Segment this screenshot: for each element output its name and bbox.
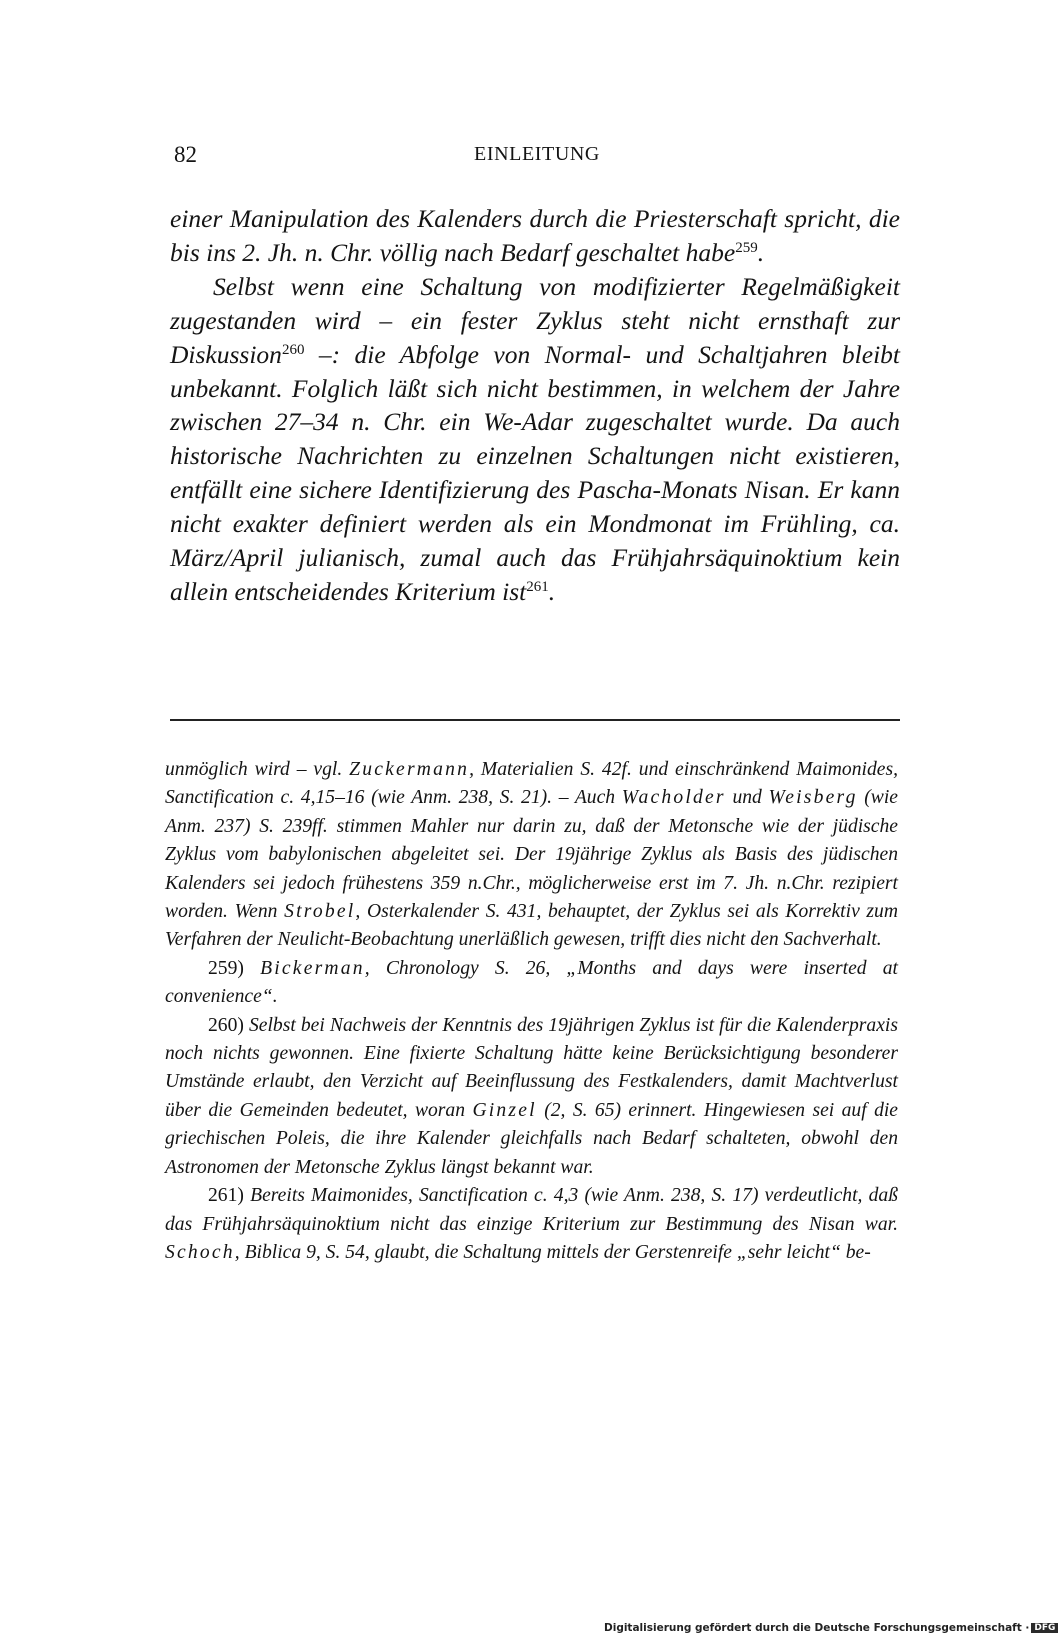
running-head: EINLEITUNG [474, 143, 600, 165]
paragraph-2-text-b: –: die Abfolge von Normal- und Schaltjahren bleibt unbekannt. Folglich läßt sich nicht bestimmen, in welchem der Jahre zwischen 27–34 n. Chr. ein We-Adar zugeschaltet wurde. Da auch historische Nachrichten zu einzelnen Schaltungen nicht existieren, entfällt eine sichere Identifizierung des Pascha-Monats Nisan. Er kann nicht exakter definiert werden als ein Mondmonat im Frühling, ca. März/April julianisch, zumal auch das Frühjahrsäquinoktium kein allein entscheidendes Kriterium ist [170, 339, 900, 606]
footnote-text: (wie Anm. 237) S. 239ff. stimmen Mahler nur darin zu, daß der Metonsche wie der jüdische Zyklus vom babylonischen abgeleitet sei. Der 19jährige Zyklus als Basis des jüdischen Kalenders sei jedoch frühestens 359 n.Chr., möglicherweise erst im 7. Jh. n.Chr. rezipiert worden. Wenn [165, 787, 899, 923]
author-name: Ginzel [472, 1099, 537, 1121]
footnote-text: Selbst bei Nachweis der Kenntnis des 19jährigen Zyklus ist für die Kalenderpraxis noch nichts gewonnen. Eine fixierte Schaltung hätte keine Berücksichtigung besonderer Umstände erlaubt, den Verzicht auf Beeinflussung des Festkalenders, damit Machtverlust über die Gemeinden bedeutet, woran [165, 1014, 898, 1121]
author-name: Weisberg [768, 787, 858, 809]
main-text [170, 202, 900, 609]
author-name: Bickerman [260, 957, 365, 979]
footnote-260 [165, 1012, 898, 1182]
footnote-text: (2, S. 65) erinnert. Hingewiesen sei auf die griechischen Poleis, die ihre Kalender gleichfalls nach Bedarf schalteten, obwohl den Astronomen der Metonsche Zyklus längst bekannt war. [165, 1099, 899, 1178]
footnote-text: , Osterkalender S. 431, behauptet, der Zyklus sei als Korrektiv zum Verfahren der Neulicht-Beobachtung unerläßlich gewesen, trifft dies nicht den Sachverhalt. [165, 901, 898, 951]
author-name: Schoch [165, 1241, 235, 1263]
footnotes [165, 756, 898, 1267]
footnote-text: , Chronology S. 26, „Months and days were inserted at convenience“. [165, 957, 898, 1008]
footnote-ref-260[interactable]: 260 [281, 341, 305, 358]
footnote-divider [170, 719, 900, 721]
footnote-ref-261[interactable]: 261 [526, 578, 549, 595]
footnote-ref-259[interactable]: 259 [735, 239, 758, 256]
page-number: 82 [174, 142, 197, 167]
footnote-number: 261) [208, 1185, 244, 1207]
paragraph-2 [170, 270, 900, 609]
paragraph-1-end: . [757, 237, 765, 267]
footnote-text: , Biblica 9, S. 54, glaubt, die Schaltung mittels der Gerstenreife „sehr leicht“ be- [234, 1241, 871, 1263]
footnote-text: unmöglich wird – vgl. [165, 759, 350, 780]
footnote-text: Bereits Maimonides, Sanctification c. 4,3 (wie Anm. 238, S. 17) verdeutlicht, daß das Frühjahrsäquinoktium nicht das einzige Kriterium zur Bestimmung des Nisan war. [165, 1185, 898, 1235]
footnote-261 [165, 1182, 898, 1267]
digitization-credit [604, 1622, 1058, 1638]
footnote-number: 260) [208, 1014, 244, 1036]
footnote-259 [165, 955, 898, 1012]
dfg-logo-icon: DFG [1031, 1623, 1058, 1633]
paragraph-1-text: einer Manipulation des Kalenders durch die Priesterschaft spricht, die bis ins 2. Jh. n. Chr. völlig nach Bedarf geschaltet habe [170, 204, 900, 267]
footnote-number: 259) [208, 957, 244, 979]
paragraph-2-end: . [548, 576, 556, 606]
paragraph-2-text-a: Selbst wenn eine Schaltung von modifizierter Regelmäßigkeit zugestanden wird – ein fester Zyklus steht nicht ernsthaft zur Diskussion [170, 271, 900, 369]
author-name: Strobel [284, 901, 356, 923]
author-name: Wacholder [621, 787, 726, 809]
paragraph-1 [170, 202, 900, 270]
footnote-continuation [165, 756, 898, 955]
page-header [174, 142, 900, 172]
author-name: Zuckermann [349, 759, 470, 780]
footnote-text: und [725, 787, 769, 809]
footnote-text: , Materialien S. 42f. und einschränkend Maimonides, Sanctification c. 4,15–16 (wie Anm. 238, S. 21). – Auch [165, 759, 898, 809]
digitization-text: Digitalisierung gefördert durch die Deutsche Forschungsgemeinschaft · [604, 1622, 1030, 1634]
